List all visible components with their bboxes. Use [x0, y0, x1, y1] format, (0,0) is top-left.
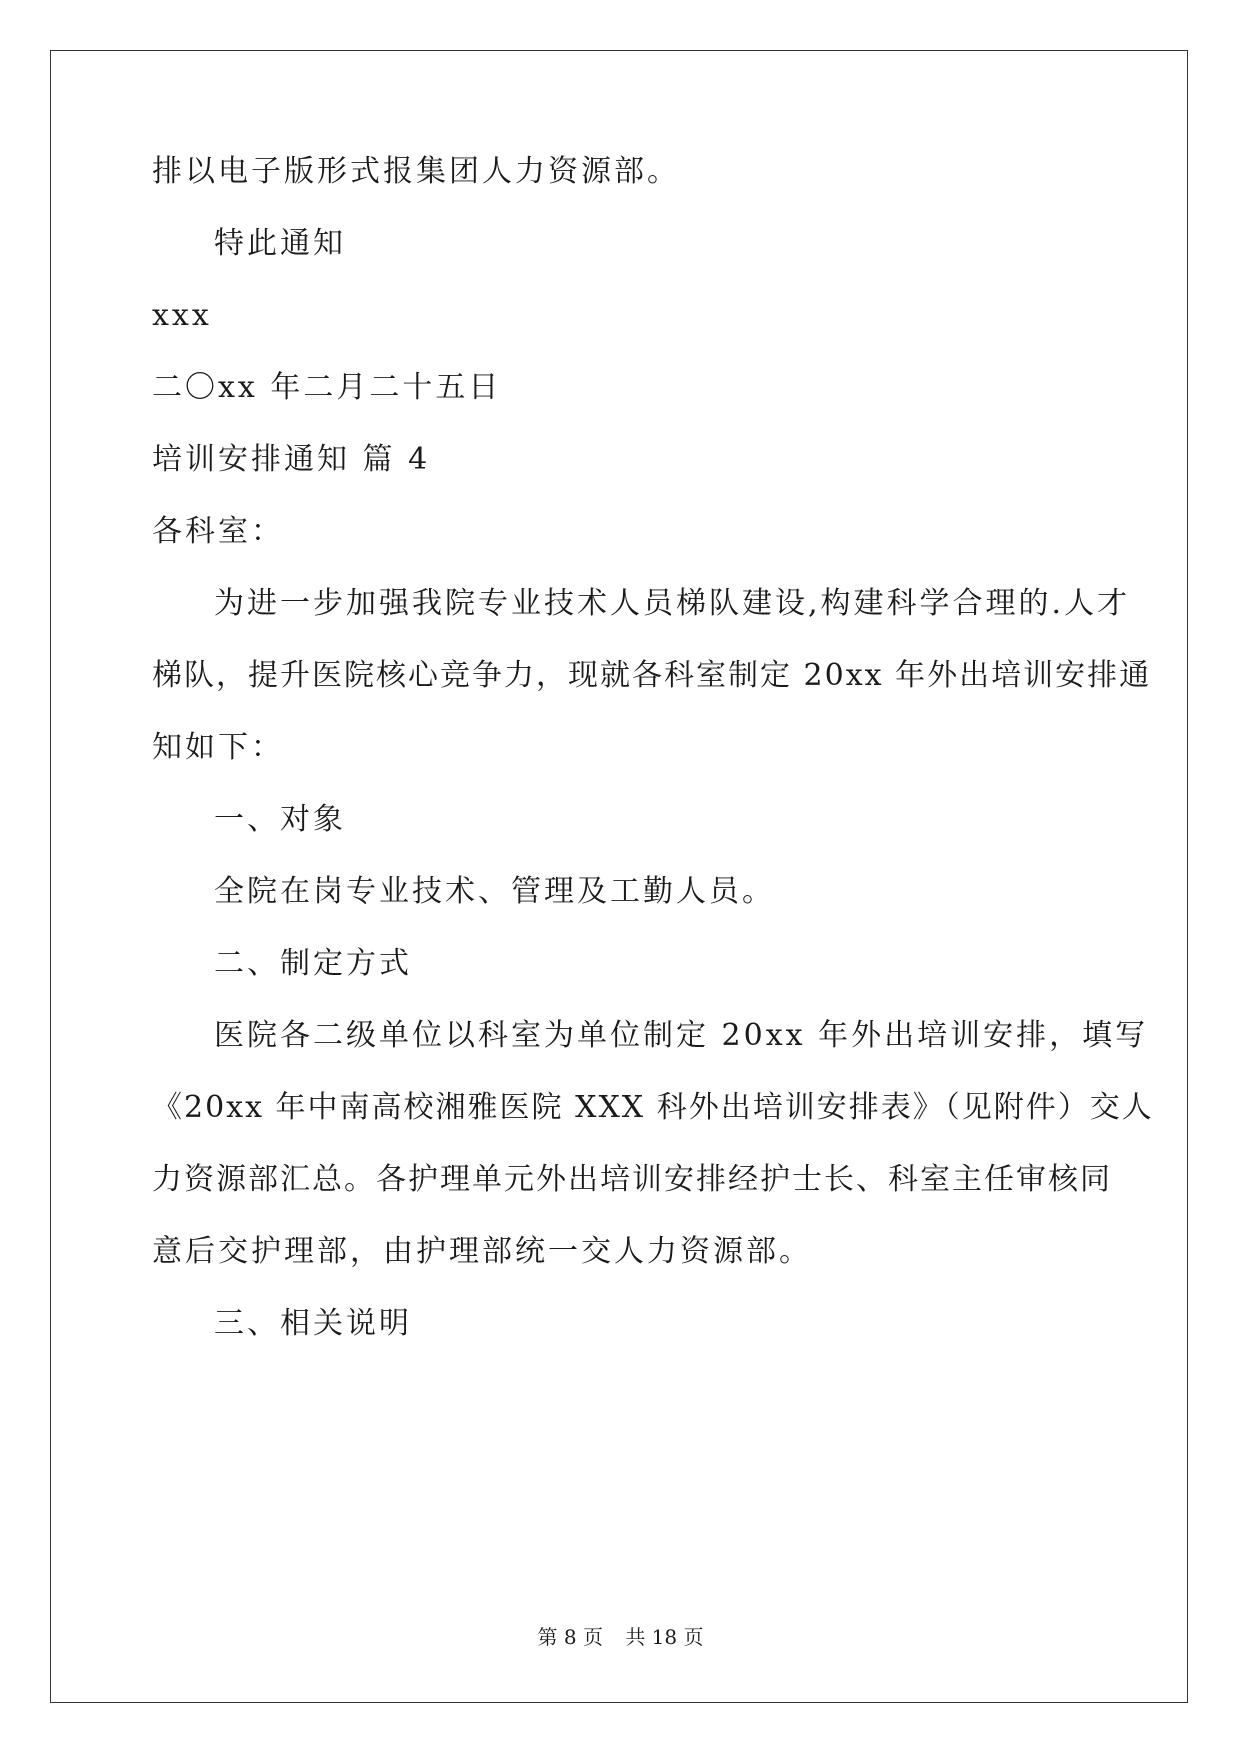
text-line-signer: xxx [152, 298, 212, 333]
page-number-current: 第 8 页 [537, 1625, 603, 1649]
subheading-target: 一、对象 [214, 802, 346, 837]
subheading-method: 二、制定方式 [214, 946, 412, 981]
paragraph-method-line-2: 《20xx 年中南高校湘雅医院 XXX 科外出培训安排表》（见附件）交人 [152, 1090, 1154, 1125]
text-line-continuation: 排以电子版形式报集团人力资源部。 [152, 154, 680, 189]
paragraph-target: 全院在岗专业技术、管理及工勤人员。 [214, 874, 775, 909]
paragraph-intro-line-3: 知如下： [152, 730, 284, 765]
paragraph-intro-line-2: 梯队，提升医院核心竞争力，现就各科室制定 20xx 年外出培训安排通 [152, 658, 1152, 693]
page-number-total: 共 18 页 [625, 1625, 704, 1649]
paragraph-method-line-3: 力资源部汇总。各护理单元外出培训安排经护士长、科室主任审核同 [152, 1162, 1112, 1197]
paragraph-method-line-1: 医院各二级单位以科室为单位制定 20xx 年外出培训安排，填写 [214, 1018, 1149, 1053]
text-line-notice: 特此通知 [214, 226, 346, 261]
text-line-date: 二〇xx 年二月二十五日 [152, 370, 502, 405]
section-heading: 培训安排通知 篇 4 [152, 442, 431, 477]
text-line-recipient: 各科室： [152, 514, 284, 549]
paragraph-intro-line-1: 为进一步加强我院专业技术人员梯队建设,构建科学合理的.人才 [214, 586, 1131, 621]
page-footer [0, 1625, 1241, 1649]
paragraph-method-line-4: 意后交护理部，由护理部统一交人力资源部。 [152, 1234, 812, 1269]
subheading-notes: 三、相关说明 [214, 1306, 412, 1341]
